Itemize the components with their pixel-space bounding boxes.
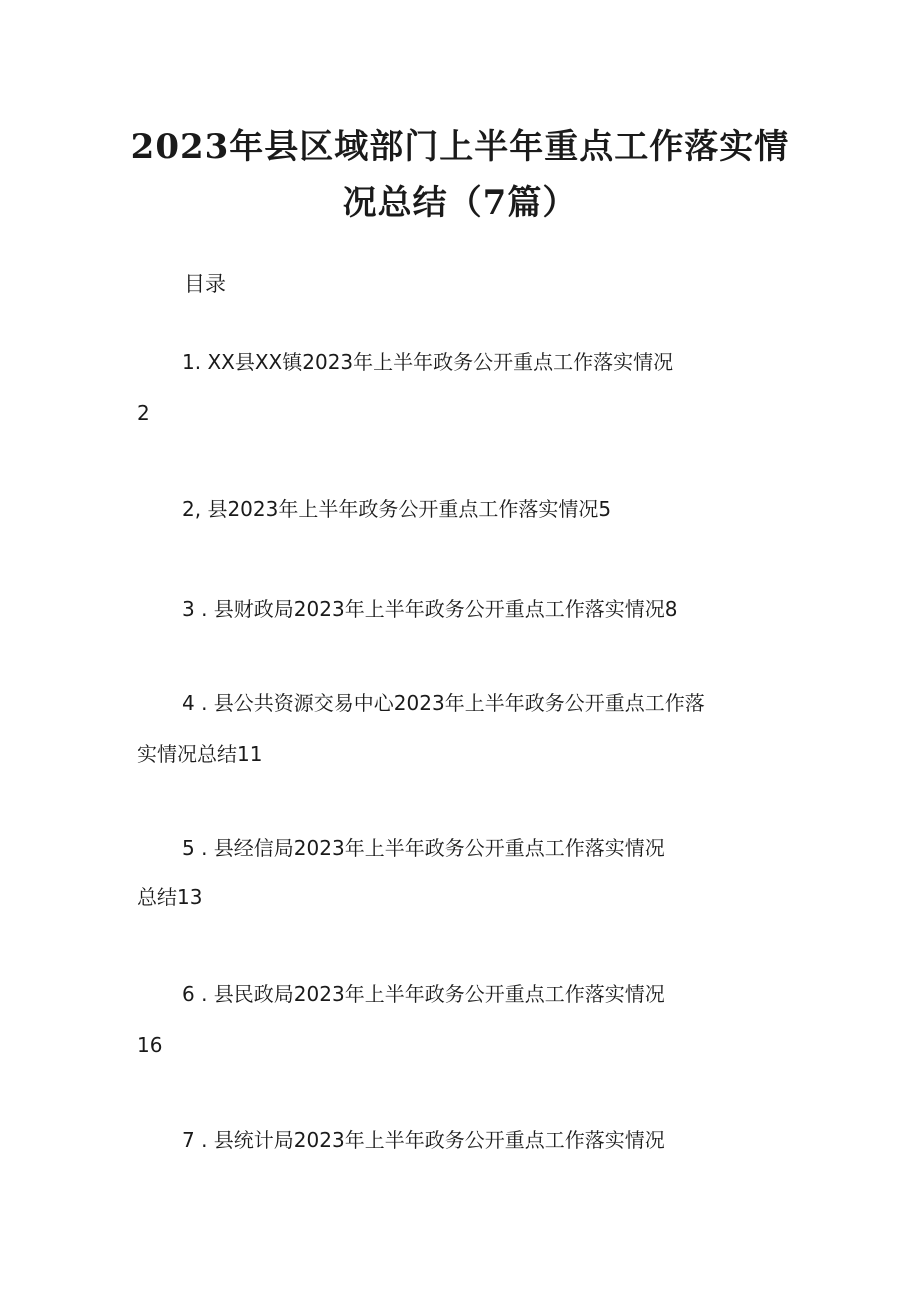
toc-entry-2[interactable]: 2, 县2023年上半年政务公开重点工作落实情况5 (182, 497, 612, 521)
toc-entry-5-continued: 总结13 (137, 885, 203, 909)
toc-entry-6-page: 16 (137, 1033, 163, 1057)
toc-entry-1[interactable]: 1. XX县XX镇2023年上半年政务公开重点工作落实情况 (182, 350, 674, 374)
document-title-line-2: 况总结（7篇） (342, 183, 578, 223)
toc-entry-5[interactable]: 5 . 县经信局2023年上半年政务公开重点工作落实情况 (182, 836, 665, 860)
toc-entry-6[interactable]: 6 . 县民政局2023年上半年政务公开重点工作落实情况 (182, 982, 665, 1006)
document-title-line-1: 2023年县区域部门上半年重点工作落实情 (130, 127, 790, 167)
toc-entry-3[interactable]: 3 . 县财政局2023年上半年政务公开重点工作落实情况8 (182, 597, 678, 621)
toc-entry-4-continued: 实情况总结11 (137, 742, 263, 766)
toc-heading: 目录 (184, 272, 226, 296)
toc-entry-1-page: 2 (137, 401, 150, 425)
toc-entry-7[interactable]: 7 . 县统计局2023年上半年政务公开重点工作落实情况 (182, 1128, 665, 1152)
toc-entry-4[interactable]: 4 . 县公共资源交易中心2023年上半年政务公开重点工作落 (182, 691, 705, 715)
